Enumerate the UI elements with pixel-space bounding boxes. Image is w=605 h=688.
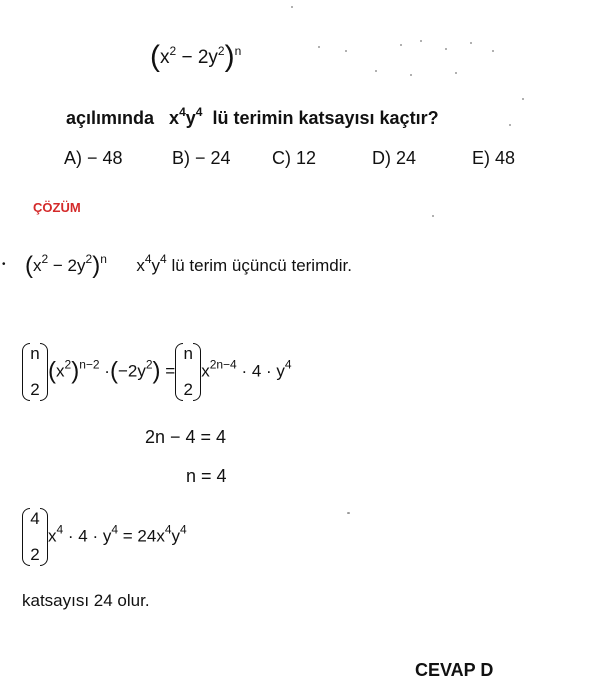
- scan-speck: [455, 72, 457, 74]
- choice-b[interactable]: B) − 24: [172, 148, 231, 168]
- scan-speck: [318, 46, 320, 48]
- scan-speck: [400, 44, 402, 46]
- scan-speck: [509, 124, 511, 126]
- scan-speck: [410, 74, 412, 76]
- scan-speck: [470, 42, 472, 44]
- scan-speck: [432, 215, 434, 217]
- scan-speck: [492, 50, 494, 52]
- question-text: açılımında $x^4y^4$ lü terimin katsayısı kaçtır?: [66, 105, 439, 128]
- scan-speck: [291, 6, 293, 8]
- solution-line-1: • $(x^2 - 2y^2)^n$ $x^4y^4$ lü terim üçüncü terimdir.: [2, 252, 352, 279]
- scan-speck: [420, 40, 422, 42]
- conclusion-text: katsayısı 24 olur.: [22, 591, 150, 610]
- solution-heading: ÇÖZÜM: [33, 200, 81, 215]
- scan-speck: [347, 512, 350, 514]
- scan-speck: [522, 98, 524, 100]
- answer-label: CEVAP D: [415, 660, 494, 680]
- choice-e[interactable]: E) 48: [472, 148, 516, 168]
- choice-d[interactable]: D) 24: [372, 148, 417, 168]
- solution-line-2: n 2 $(x^2)^{n-2} \cdot(-2y^2)$ = n 2 $x^{2n-4} \cdot 4 \cdot y^4$: [22, 343, 292, 401]
- scan-speck: [375, 70, 377, 72]
- binomial-n-2-rhs: n 2: [175, 343, 201, 401]
- equation-n: n = 4: [186, 466, 227, 486]
- bullet: •: [2, 259, 6, 270]
- scan-speck: [345, 50, 347, 52]
- binomial-4-2: 4 2: [22, 508, 48, 566]
- scan-speck: [445, 48, 447, 50]
- choice-a[interactable]: A) − 48: [64, 148, 123, 168]
- solution-line-3: 4 2 $x^4 \cdot 4 \cdot y^4 = 24x^4y^4$: [22, 508, 187, 566]
- equation-2n: 2n − 4 = 4: [145, 427, 227, 447]
- question-expression: $(x^2 - 2y^2)^n$: [150, 40, 242, 73]
- binomial-n-2: n 2: [22, 343, 48, 401]
- choice-c[interactable]: C) 12: [272, 148, 317, 168]
